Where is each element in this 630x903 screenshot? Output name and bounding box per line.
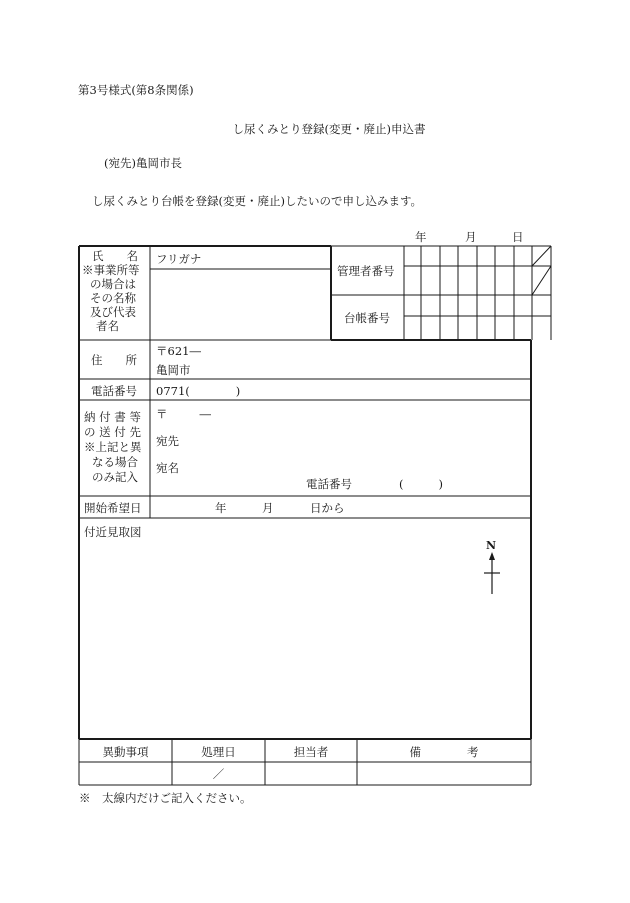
form-title: し尿くみとり登録(変更・廃止)申込書: [232, 122, 426, 136]
footnote: ※ 太線内だけご記入ください。: [79, 791, 252, 805]
delivery-recipient-label: 宛名: [156, 461, 179, 475]
north-label: N: [486, 539, 497, 552]
header-process-date: 処理日: [201, 745, 236, 759]
address-label: 住 所: [91, 353, 137, 367]
ledger-number-label: 台帳番号: [344, 311, 390, 325]
header-person-in-charge: 担当者: [293, 745, 329, 759]
address-city[interactable]: 亀岡市: [156, 363, 191, 377]
name-label: [82, 249, 148, 333]
phone-input[interactable]: 0771( ): [156, 384, 241, 398]
header-remarks: 備 考: [409, 745, 479, 759]
name-label-line5: 及び代表: [90, 305, 136, 319]
map-label: 付近見取図: [84, 525, 142, 539]
date-year-label: 年: [415, 230, 427, 244]
delivery-phone-label: 電話番号: [306, 477, 352, 491]
delivery-phone-input[interactable]: ( ): [399, 477, 447, 491]
admin-number-input[interactable]: [405, 247, 550, 294]
name-label-line1: 氏 名: [92, 249, 138, 263]
addressee: (宛先)亀岡市長: [104, 156, 182, 170]
date-day-label: 日: [512, 230, 524, 244]
name-label-line2: ※事業所等: [82, 263, 140, 277]
start-date-label: 開始希望日: [84, 501, 142, 515]
name-input[interactable]: [154, 272, 328, 338]
delivery-label-line3: ※上記と異: [84, 440, 142, 454]
delivery-label-line1: 納 付 書 等: [84, 410, 141, 424]
delivery-label-line5: のみ記入: [92, 470, 138, 484]
start-date-day-from[interactable]: 日から: [310, 501, 345, 515]
furigana-label: フリガナ: [156, 252, 202, 266]
name-label-line6: 者名: [96, 319, 119, 333]
admin-number-label: 管理者番号: [337, 264, 395, 278]
form-number: 第3号様式(第8条関係): [78, 83, 194, 97]
delivery-label-line2: の 送 付 先: [84, 425, 141, 439]
process-date-slash: ／: [212, 767, 225, 781]
map-drawing-area[interactable]: [82, 540, 528, 736]
delivery-label-line4: なる場合: [92, 455, 138, 469]
start-date-month[interactable]: 月: [262, 501, 274, 515]
start-date-year[interactable]: 年: [215, 501, 227, 515]
delivery-label: [84, 410, 150, 485]
delivery-postal[interactable]: 〒 ―: [156, 407, 214, 421]
delivery-destination-label: 宛先: [156, 434, 179, 448]
name-label-line3: の場合は: [90, 277, 136, 291]
phone-label: 電話番号: [91, 384, 137, 398]
header-change-item: 異動事項: [102, 745, 149, 759]
name-label-line4: その名称: [90, 291, 136, 305]
statement: し尿くみとり台帳を登録(変更・廃止)したいので申し込みます。: [92, 194, 423, 208]
address-postal[interactable]: 〒621―: [156, 344, 201, 358]
ledger-number-input[interactable]: [405, 296, 550, 339]
date-month-label: 月: [465, 230, 477, 244]
